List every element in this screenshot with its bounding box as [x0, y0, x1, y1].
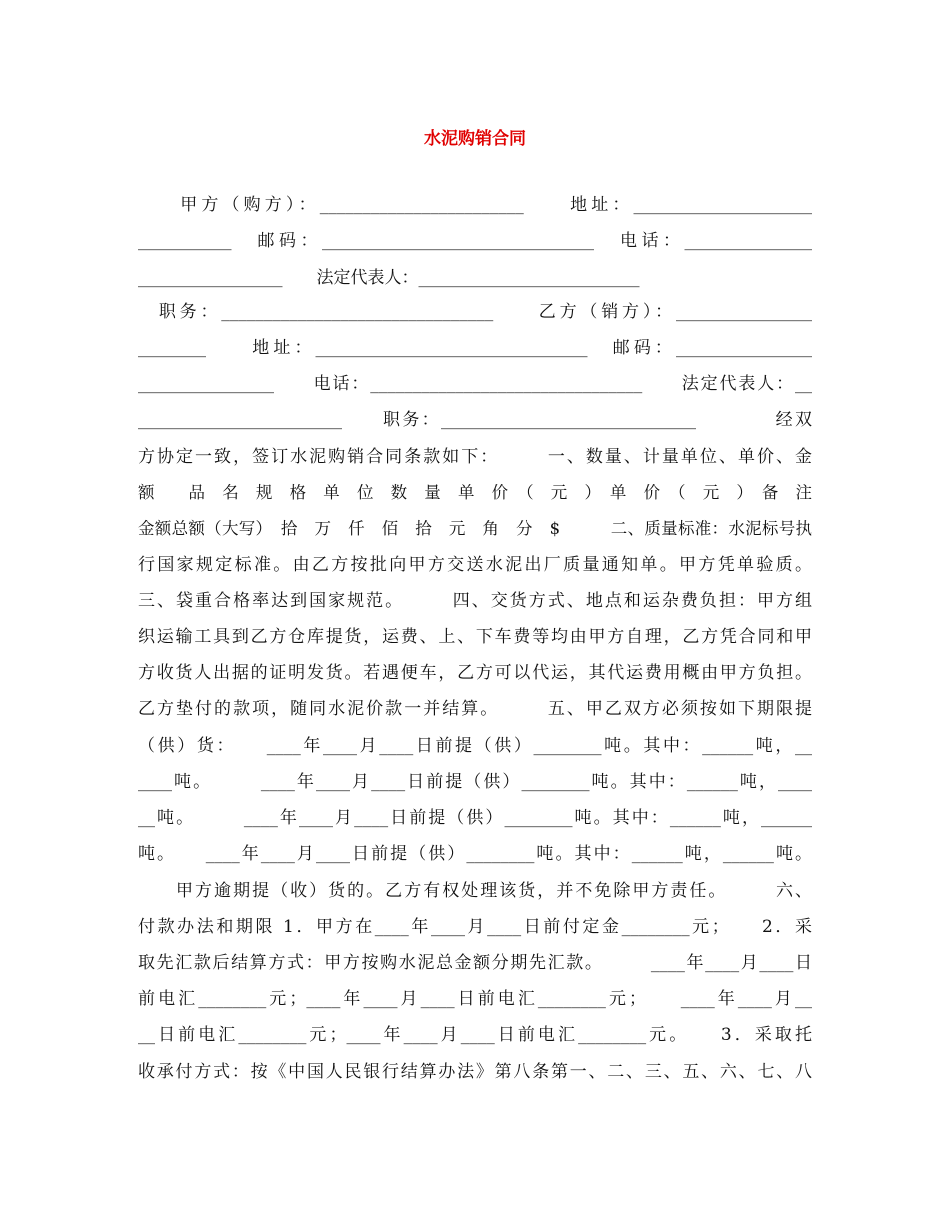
text-line-17: ____吨。 ____年____月____日前提（供）________吨。其中：______吨，____ — [138, 772, 812, 792]
text-line-23: 前电汇________元；____年____月____日前电汇________元； ____年____月__ — [138, 989, 812, 1009]
text-line-14: 方收货人出据的证明发货。若遇便车，乙方可以代运，其代运费用概由甲方负担。 — [138, 663, 812, 683]
text-line-6: ________________ 电话：________________________________ 法定代表人：__ — [138, 374, 812, 394]
text-line-1: 甲方（购方）：________________________ 地址：_____________________ — [138, 195, 812, 215]
text-line-4: 职务：________________________________ 乙方（销方）：________________ — [138, 302, 812, 322]
text-line-2: ___________ 邮码：________________________________ 电话：_______________ — [138, 231, 812, 251]
text-line-15: 乙方垫付的款项，随同水泥价款一并结算。 五、甲乙双方必须按如下期限提 — [138, 699, 812, 719]
text-line-24: __日前电汇________元；____年____月____日前电汇________元。 3．采取托 — [138, 1025, 812, 1045]
text-line-21: 付款办法和期限 1．甲方在____年____月____日前付定金________元； 2．采 — [138, 917, 812, 937]
text-line-18: __吨。 ____年____月____日前提（供）________吨。其中：______吨，______ — [138, 808, 812, 828]
text-line-9: 额 品 名 规 格 单 位 数 量 单 价 （ 元 ） 单 价 （ 元 ） 备 注 — [138, 483, 812, 502]
document-title: 水泥购销合同 — [424, 129, 526, 149]
text-line-8: 方协定一致，签订水泥购销合同条款如下： 一、数量、计量单位、单价、金 — [138, 447, 812, 467]
text-line-22: 取先汇款后结算方式：甲方按购水泥总金额分期先汇款。 ____年____月____日 — [138, 953, 812, 973]
text-line-25: 收承付方式：按《中国人民银行结算办法》第八条第一、二、三、五、六、七、八 — [138, 1062, 812, 1082]
text-line-5: ________ 地址：________________________________ 邮码：________________ — [138, 338, 812, 358]
text-line-3: _________________ 法定代表人：__________________________ — [138, 268, 640, 288]
text-line-11: 行国家规定标准。由乙方按批向甲方交送水泥出厂质量通知单。甲方凭单验质。 — [138, 555, 812, 575]
text-line-16: （供）货： ____年____月____日前提（供）________吨。其中：______吨，__ — [138, 736, 812, 756]
text-line-19: 吨。 ____年____月____日前提（供）________吨。其中：______吨，______吨。 — [138, 844, 812, 864]
text-line-7: ________________________ 职务：______________________________ 经双 — [138, 410, 812, 430]
text-line-10: 金额总额（大写） 拾 万 仟 佰 拾 元 角 分 $ 二、质量标准：水泥标号执 — [138, 519, 812, 538]
text-line-20: 甲方逾期提（收）货的。乙方有权处理该货，并不免除甲方责任。 六、 — [138, 881, 812, 901]
text-line-13: 织运输工具到乙方仓库提货，运费、上、下车费等均由甲方自理，乙方凭合同和甲 — [138, 627, 812, 647]
text-line-12: 三、袋重合格率达到国家规范。 四、交货方式、地点和运杂费负担：甲方组 — [138, 591, 812, 611]
